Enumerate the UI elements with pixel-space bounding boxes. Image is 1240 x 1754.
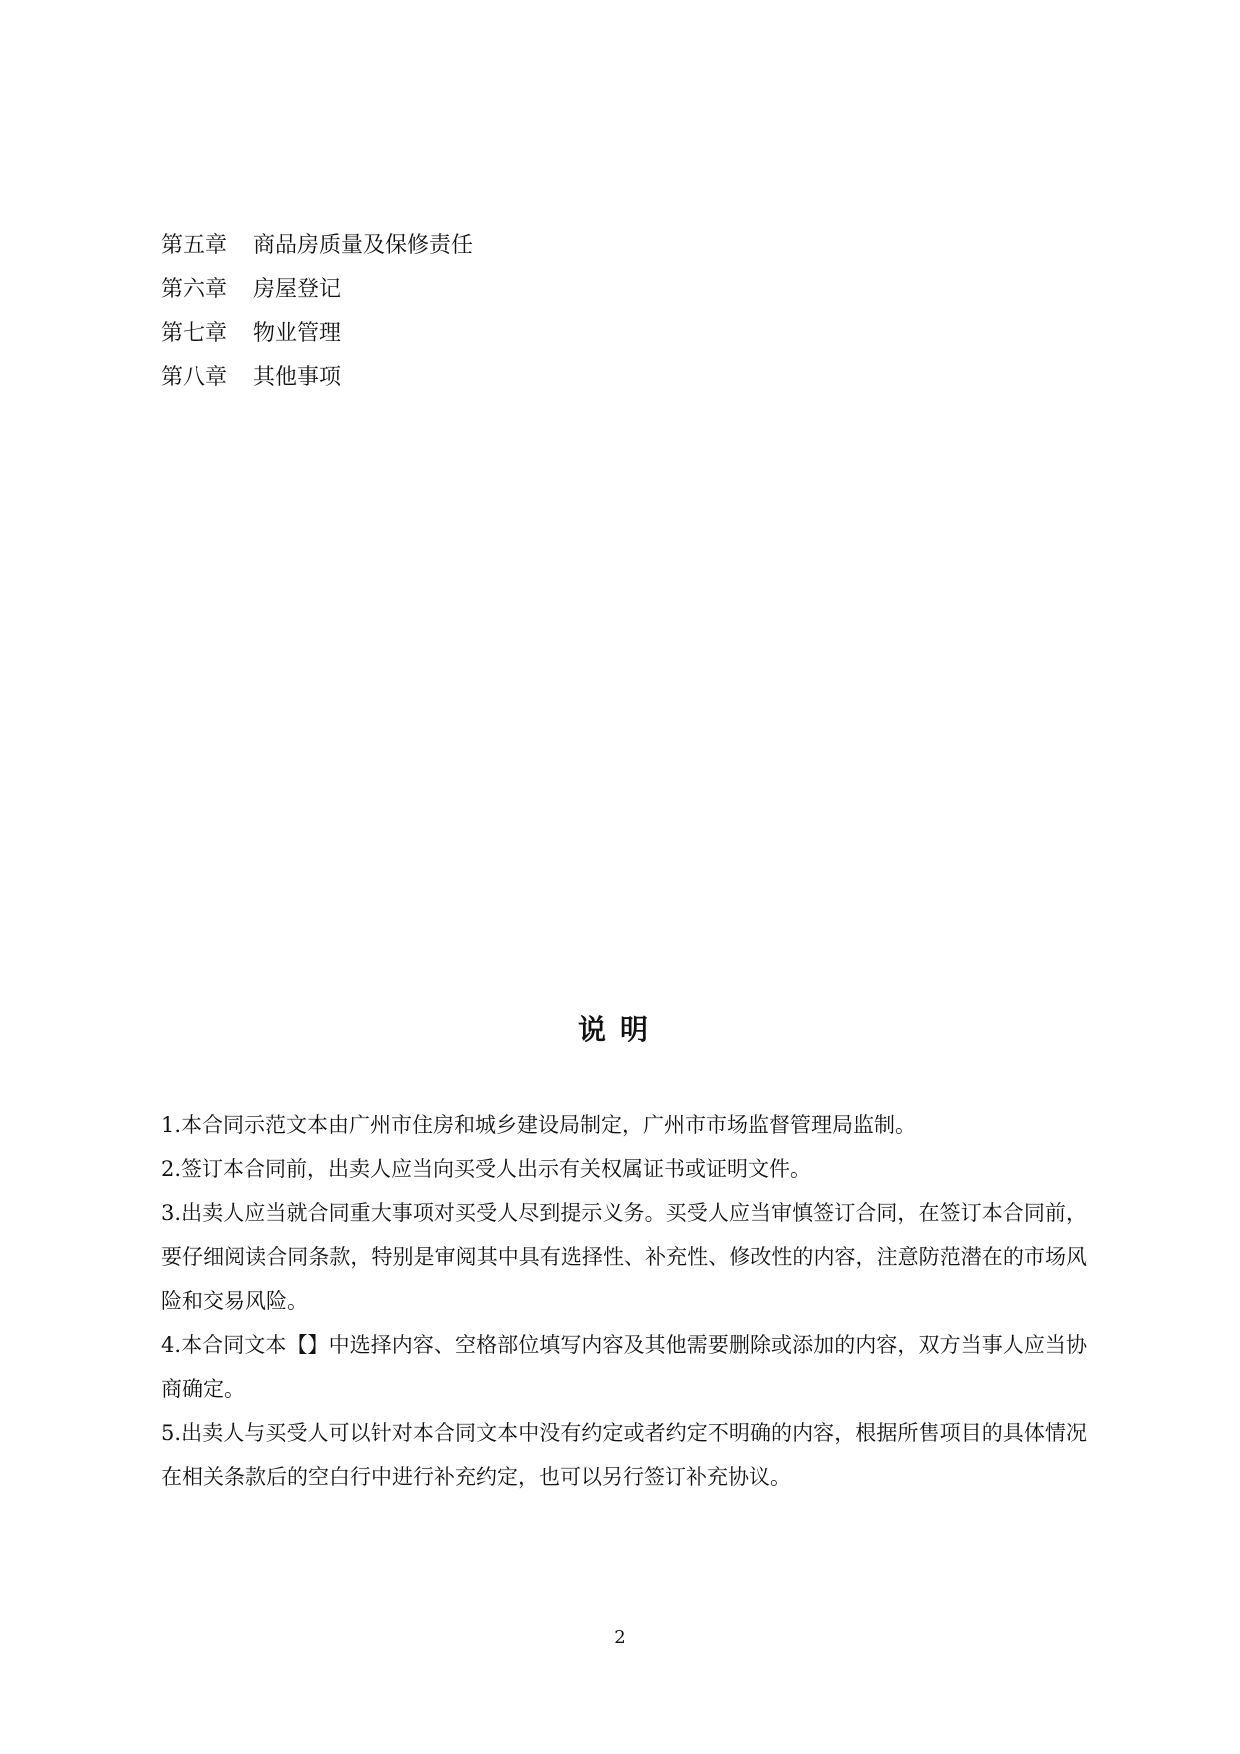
section-title: 说明: [577, 1013, 662, 1046]
toc-chapter-number: 第七章: [161, 321, 228, 346]
instruction-item-1: 1.本合同示范文本由广州市住房和城乡建设局制定，广州市市场监督管理局监制。: [161, 1113, 917, 1137]
toc-chapter-title: 物业管理: [253, 321, 342, 346]
instructions-list: [161, 1103, 1087, 1499]
toc-chapter-number: 第八章: [161, 365, 228, 390]
toc-item-chapter-5: [161, 224, 861, 268]
toc-chapter-title: 房屋登记: [253, 277, 342, 302]
toc-chapter-title: 商品房质量及保修责任: [253, 233, 474, 258]
instruction-item-3: 3.出卖人应当就合同重大事项对买受人尽到提示义务。买受人应当审慎签订合同，在签订本合同前，要仔细阅读合同条款，特别是审阅其中具有选择性、补充性、修改性的内容，注意防范潜在的市场风险和交易风险。: [161, 1201, 1087, 1313]
toc-item-chapter-8: [161, 356, 861, 400]
toc-chapter-title: 其他事项: [253, 365, 342, 390]
table-of-contents: [161, 224, 861, 400]
toc-item-chapter-7: [161, 312, 861, 356]
toc-chapter-number: 第六章: [161, 277, 228, 302]
toc-item-chapter-6: [161, 268, 861, 312]
toc-chapter-number: 第五章: [161, 233, 228, 258]
page-number: 2: [614, 1627, 626, 1648]
instruction-item-4: 4.本合同文本【】中选择内容、空格部位填写内容及其他需要删除或添加的内容，双方当事人应当协商确定。: [161, 1333, 1087, 1401]
instruction-item-2: 2.签订本合同前，出卖人应当向买受人出示有关权属证书或证明文件。: [161, 1157, 812, 1181]
instruction-item-5: 5.出卖人与买受人可以针对本合同文本中没有约定或者约定不明确的内容，根据所售项目的具体情况在相关条款后的空白行中进行补充约定，也可以另行签订补充协议。: [161, 1421, 1087, 1489]
